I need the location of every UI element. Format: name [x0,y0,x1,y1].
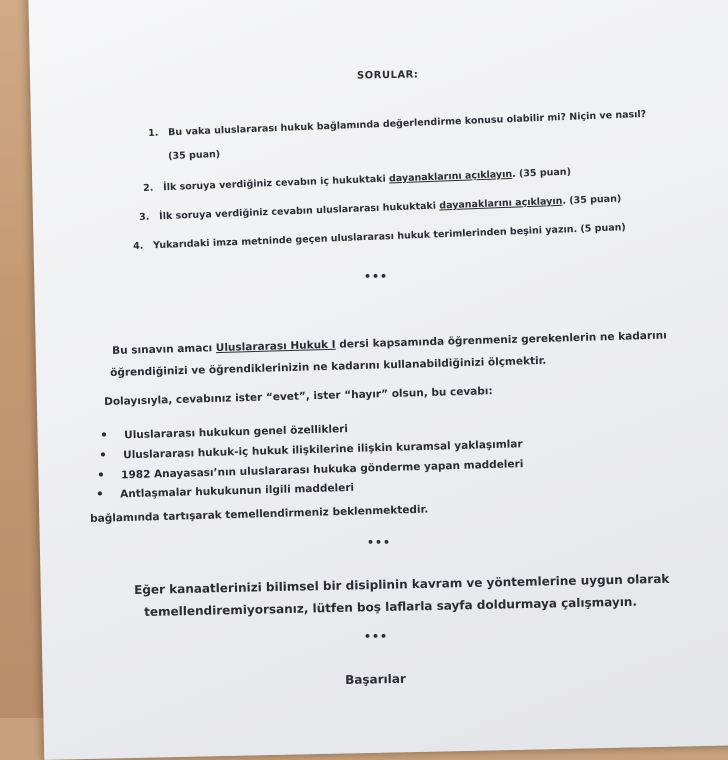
intro-text: Bu sınavın amacı [112,342,217,357]
separator-2: ••• [367,536,392,549]
question-number: 2. [143,182,154,194]
question-text: İlk soruya verdiğiniz cevabın uluslararası hukuktaki [158,200,440,223]
intro-line-1 [112,330,667,357]
question-1 [148,109,646,139]
list-item: • 1982 Anayasası’nın uluslararası hukuka gönderme yapan maddeleri [97,458,524,482]
intro-line-2: öğrendiğinizi ve öğrendiklerinizin ne kadarını kullanabildiğinizi ölçmektir. [110,354,547,379]
question-number: 1. [148,127,159,139]
question-3 [139,193,621,223]
bullet-icon: • [97,467,106,482]
bullet-icon: • [100,427,109,442]
question-text: Bu vaka uluslararası hukuk bağlamında değerlendirme konusu olabilir mi? Niçin ve nasıl? [167,108,647,139]
underlined-phrase: dayanaklarını açıklayın [388,168,513,185]
question-text: İlk soruya verdiğiniz cevabın iç hukuktaki [162,173,390,194]
question-1-points: (35 puan) [168,149,221,162]
question-number: 4. [133,240,144,252]
answer-note: Dolayısıyla, cevabınız ister “evet”, ister “hayır” olsun, bu cevabı: [104,385,493,408]
bullet-icon: • [96,486,105,501]
list-item: • Uluslararası hukukun genel özellikleri [100,423,349,442]
question-points: . (35 puan) [562,193,622,207]
warning-line-1: Eğer kanaatlerinizi bilimsel bir disiplinin kavram ve yöntemlerine uygun olarak [134,571,670,597]
question-4 [133,222,626,252]
list-item: • Uluslararası hukuk-iç hukuk ilişkilerine ilişkin kuramsal yaklaşımlar [99,438,523,462]
separator-3: ••• [364,630,389,643]
page-title: SORULAR: [356,69,419,82]
question-points: . (35 puan) [511,166,572,180]
course-name: Uluslararası Hukuk I [215,338,336,355]
separator-1: ••• [364,270,389,283]
context-note: bağlamında tartışarak temellendirmeniz beklenmektedir. [90,503,429,525]
closing-text: Başarılar [345,671,406,687]
intro-text: dersi kapsamında öğrenmeniz gerekenlerin ne kadarını [335,329,667,351]
question-2 [143,167,571,194]
bullet-icon: • [99,447,108,462]
underlined-phrase: dayanaklarını açıklayın [439,195,563,212]
warning-line-2: temellendiremiyorsanız, lütfen boş laflarla sayfa doldurmaya çalışmayın. [144,594,638,619]
question-text: Yukarıdaki imza metninde geçen uluslararası hukuk terimlerinden beşini yazın. (5 puan) [152,222,626,252]
list-item: • Antlaşmalar hukukunun ilgili maddeleri [96,481,355,501]
question-number: 3. [139,211,150,223]
